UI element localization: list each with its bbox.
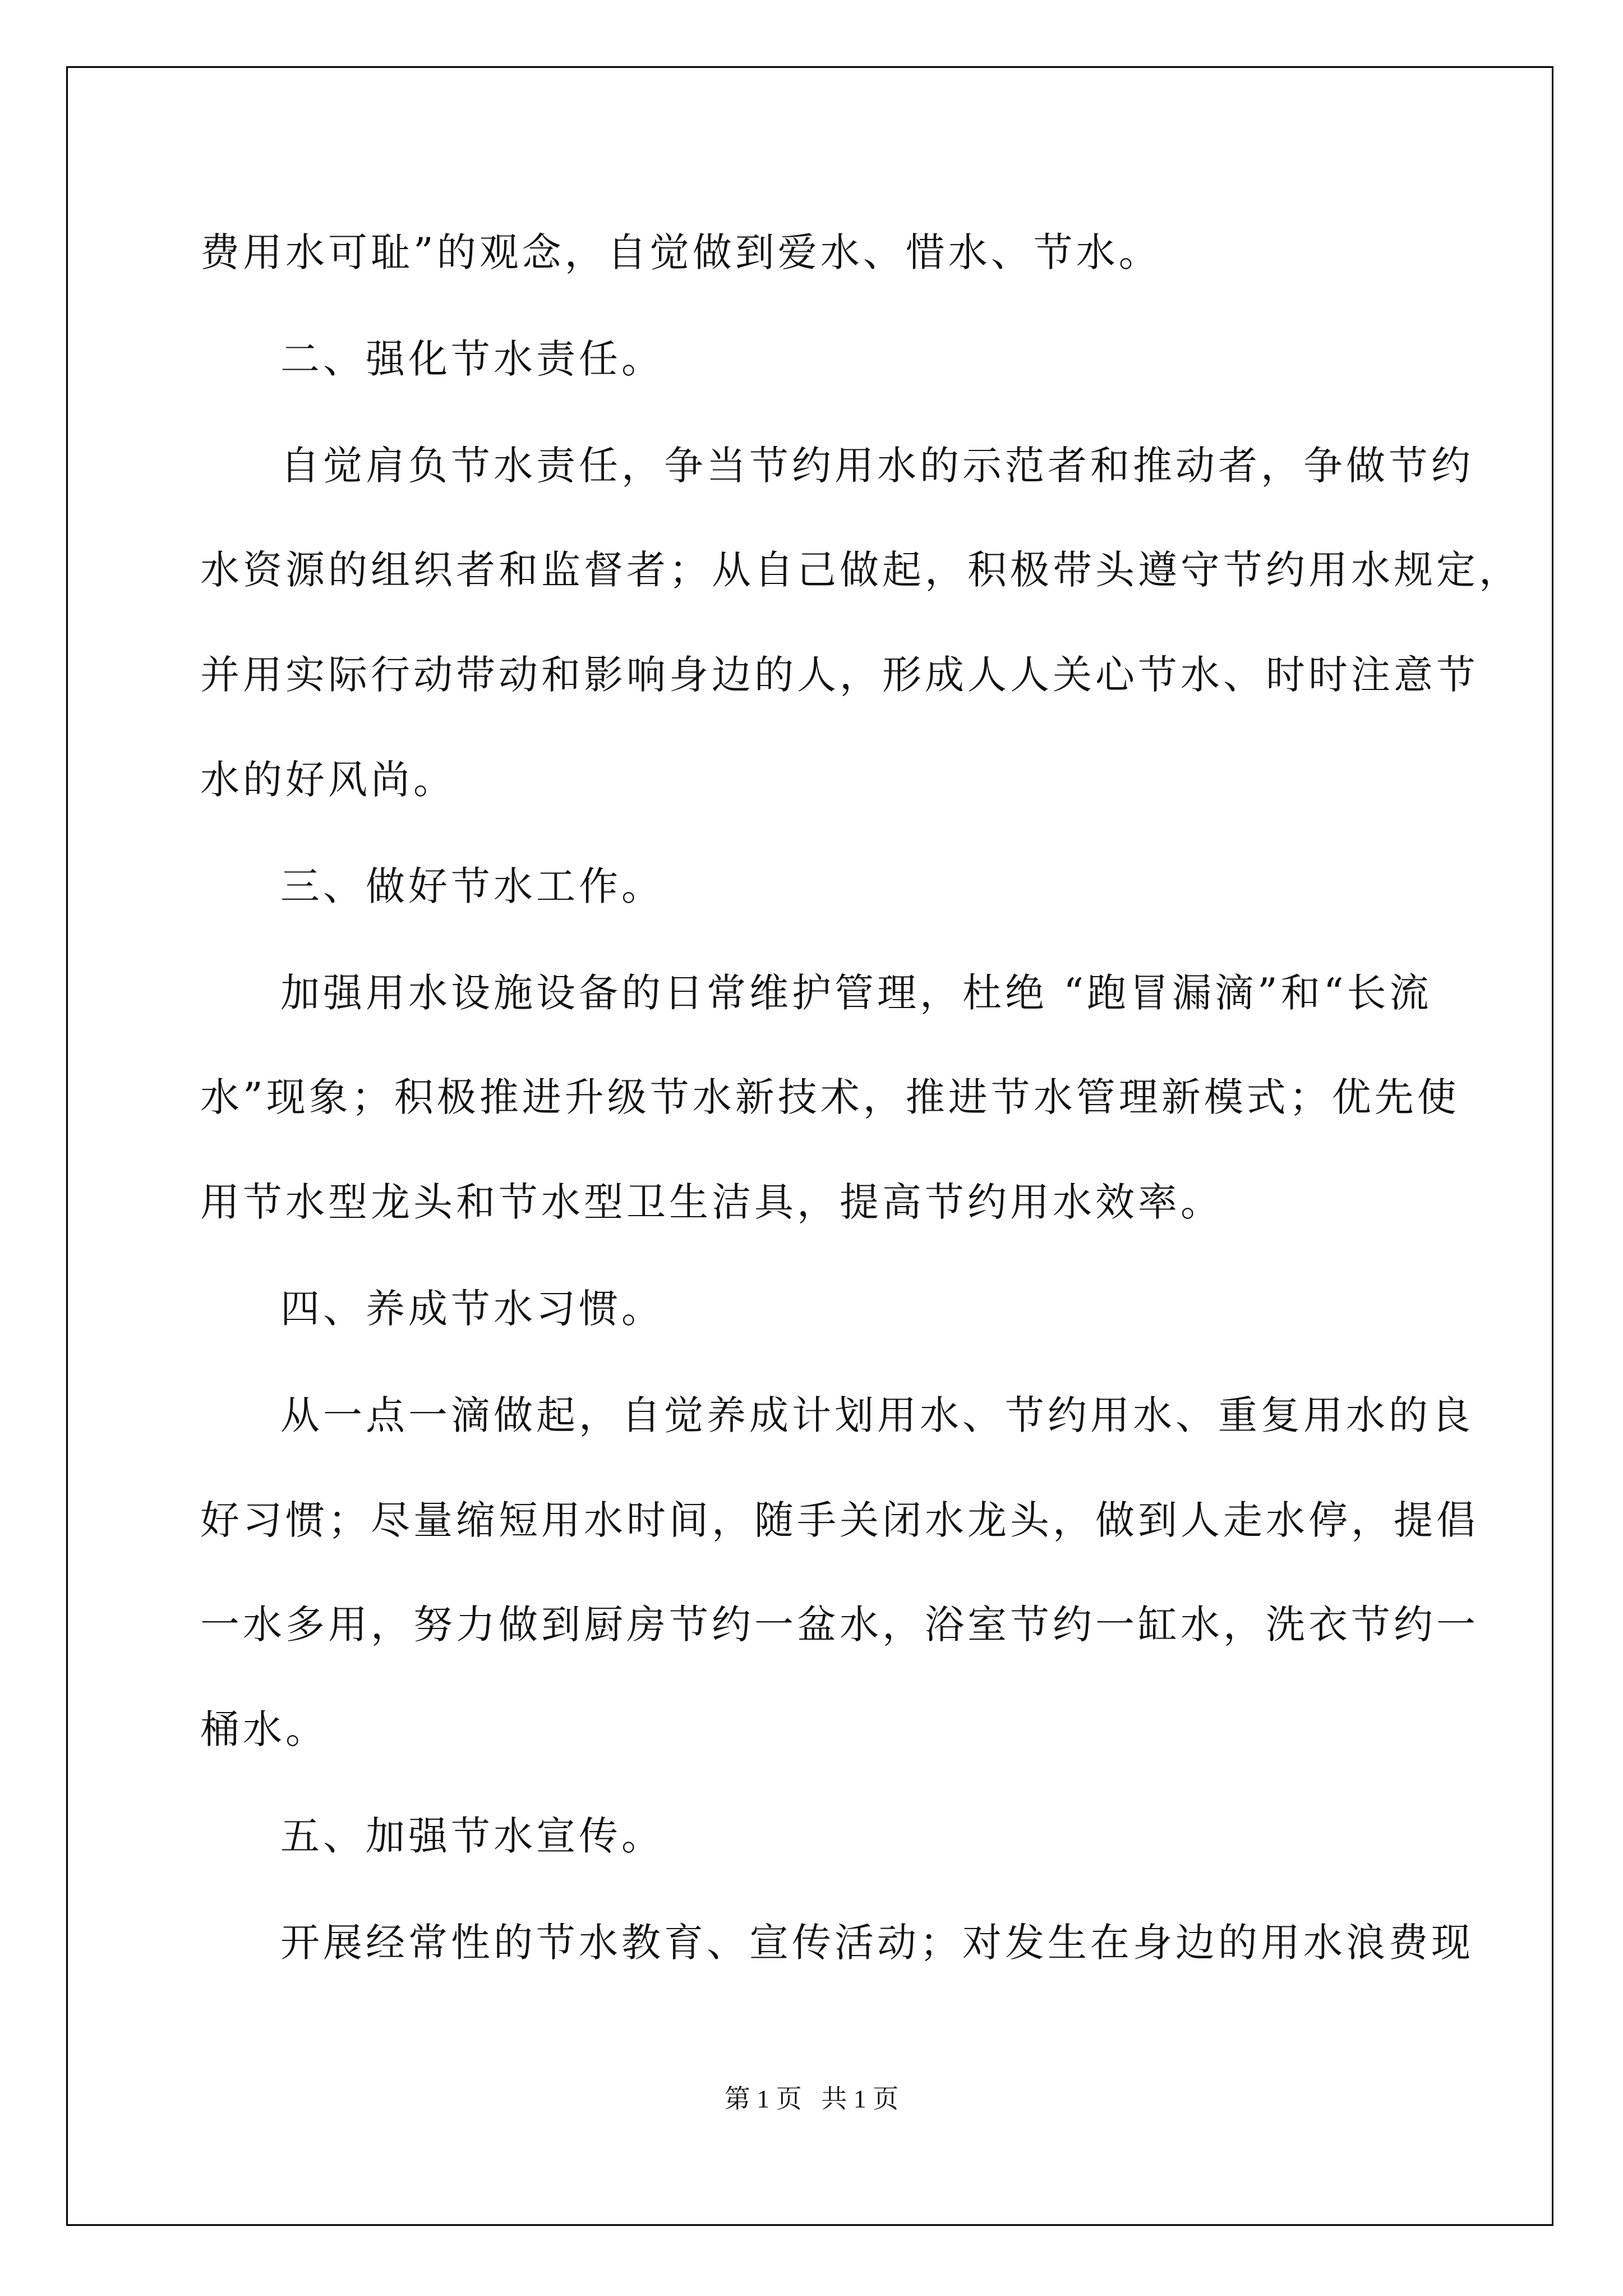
page-border [66, 66, 1553, 2226]
text-line: 水资源的组织者和监督者；从自己做起，积极带头遵守节约用水规定， [200, 547, 1521, 593]
text-line: 好习惯；尽量缩短用水时间，随手关闭水龙头，做到人走水停，提倡 [200, 1497, 1479, 1543]
text-line: 水的好风尚。 [200, 757, 456, 803]
text-line: 加强用水设施设备的日常维护管理，杜绝 “跑冒漏滴”和“长流 [280, 970, 1432, 1016]
text-line: 用节水型龙头和节水型卫生洁具，提高节约用水效率。 [200, 1179, 1223, 1225]
text-line: 从一点一滴做起，自觉养成计划用水、节约用水、重复用水的良 [280, 1392, 1474, 1438]
text-line: 一水多用，努力做到厨房节约一盆水，浴室节约一缸水，洗衣节约一 [200, 1602, 1479, 1648]
section-heading: 三、做好节水工作。 [280, 863, 664, 909]
section-heading: 五、加强节水宣传。 [280, 1813, 664, 1859]
text-line: 费用水可耻”的观念，自觉做到爱水、惜水、节水。 [200, 229, 1161, 275]
section-heading: 二、强化节水责任。 [280, 336, 664, 382]
text-line: 自觉肩负节水责任，争当节约用水的示范者和推动者，争做节约 [280, 443, 1474, 489]
section-heading: 四、养成节水习惯。 [280, 1286, 664, 1332]
text-line: 水”现象；积极推进升级节水新技术，推进节水管理新模式；优先使 [200, 1074, 1460, 1120]
text-line: 并用实际行动带动和影响身边的人，形成人人关心节水、时时注意节 [200, 652, 1479, 698]
text-line: 开展经常性的节水教育、宣传活动；对发生在身边的用水浪费现 [280, 1920, 1474, 1966]
page-number-footer: 第 1 页 共 1 页 [724, 2085, 899, 2113]
text-line: 桶水。 [200, 1706, 328, 1752]
